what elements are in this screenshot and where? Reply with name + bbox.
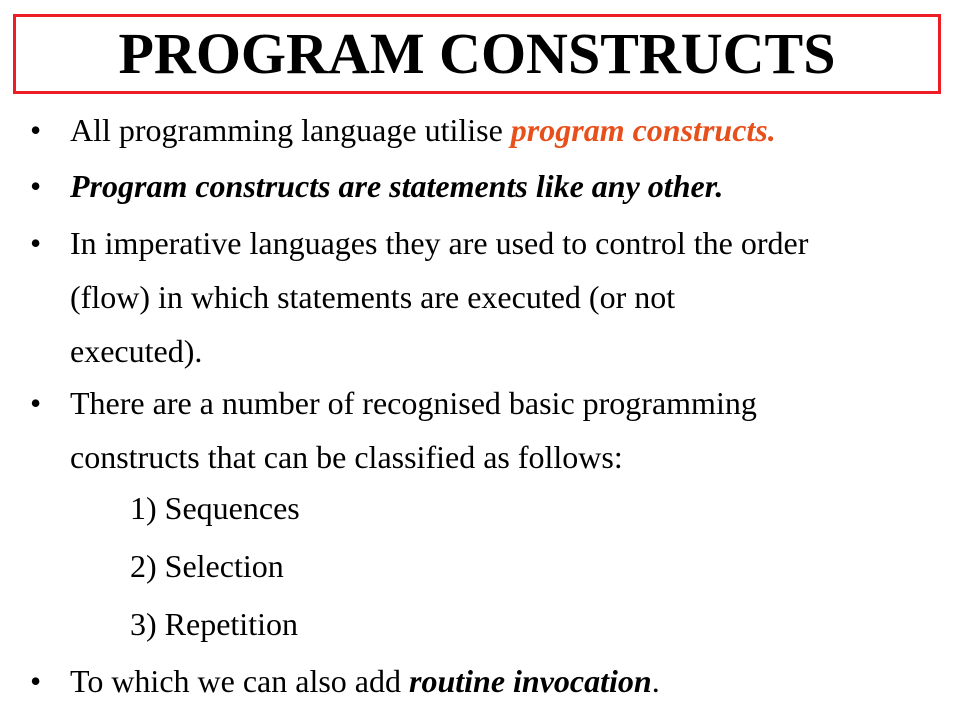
bullet-5-prefix: To which we can also add: [70, 663, 409, 699]
bullet-5-emphasis: routine invocation: [408, 663, 652, 699]
bullet-4-text: [70, 376, 950, 484]
bullet-dot: •: [30, 168, 42, 204]
bullet-3-text: [70, 216, 950, 378]
bullet-4-line-1: There are a number of recognised basic programming: [70, 385, 757, 421]
bullet-1-prefix: All programming language utilise: [70, 112, 511, 148]
bullet-4-line-2: constructs that can be classified as follows:: [70, 439, 623, 475]
bullet-dot: •: [30, 112, 42, 148]
construct-item-sequences: 1) Sequences: [130, 490, 300, 526]
bullet-5-text: [70, 654, 950, 708]
bullet-dot: •: [30, 663, 42, 699]
bullet-dot: •: [30, 225, 42, 261]
bullet-3-line-1: In imperative languages they are used to control the order: [70, 225, 809, 261]
bullet-2-text: Program constructs are statements like any other.: [70, 168, 724, 204]
bullet-1-emphasis: program constructs.: [510, 112, 776, 148]
bullet-5-suffix: .: [651, 663, 660, 699]
construct-item-repetition: 3) Repetition: [130, 606, 298, 642]
bullet-3-line-2: (flow) in which statements are executed (or not: [70, 279, 676, 315]
construct-item-selection: 2) Selection: [130, 548, 284, 584]
bullet-1-text: [70, 103, 950, 157]
slide-title: PROGRAM CONSTRUCTS: [118, 21, 836, 86]
bullet-3-line-3: executed).: [70, 333, 203, 369]
bullet-dot: •: [30, 385, 42, 421]
